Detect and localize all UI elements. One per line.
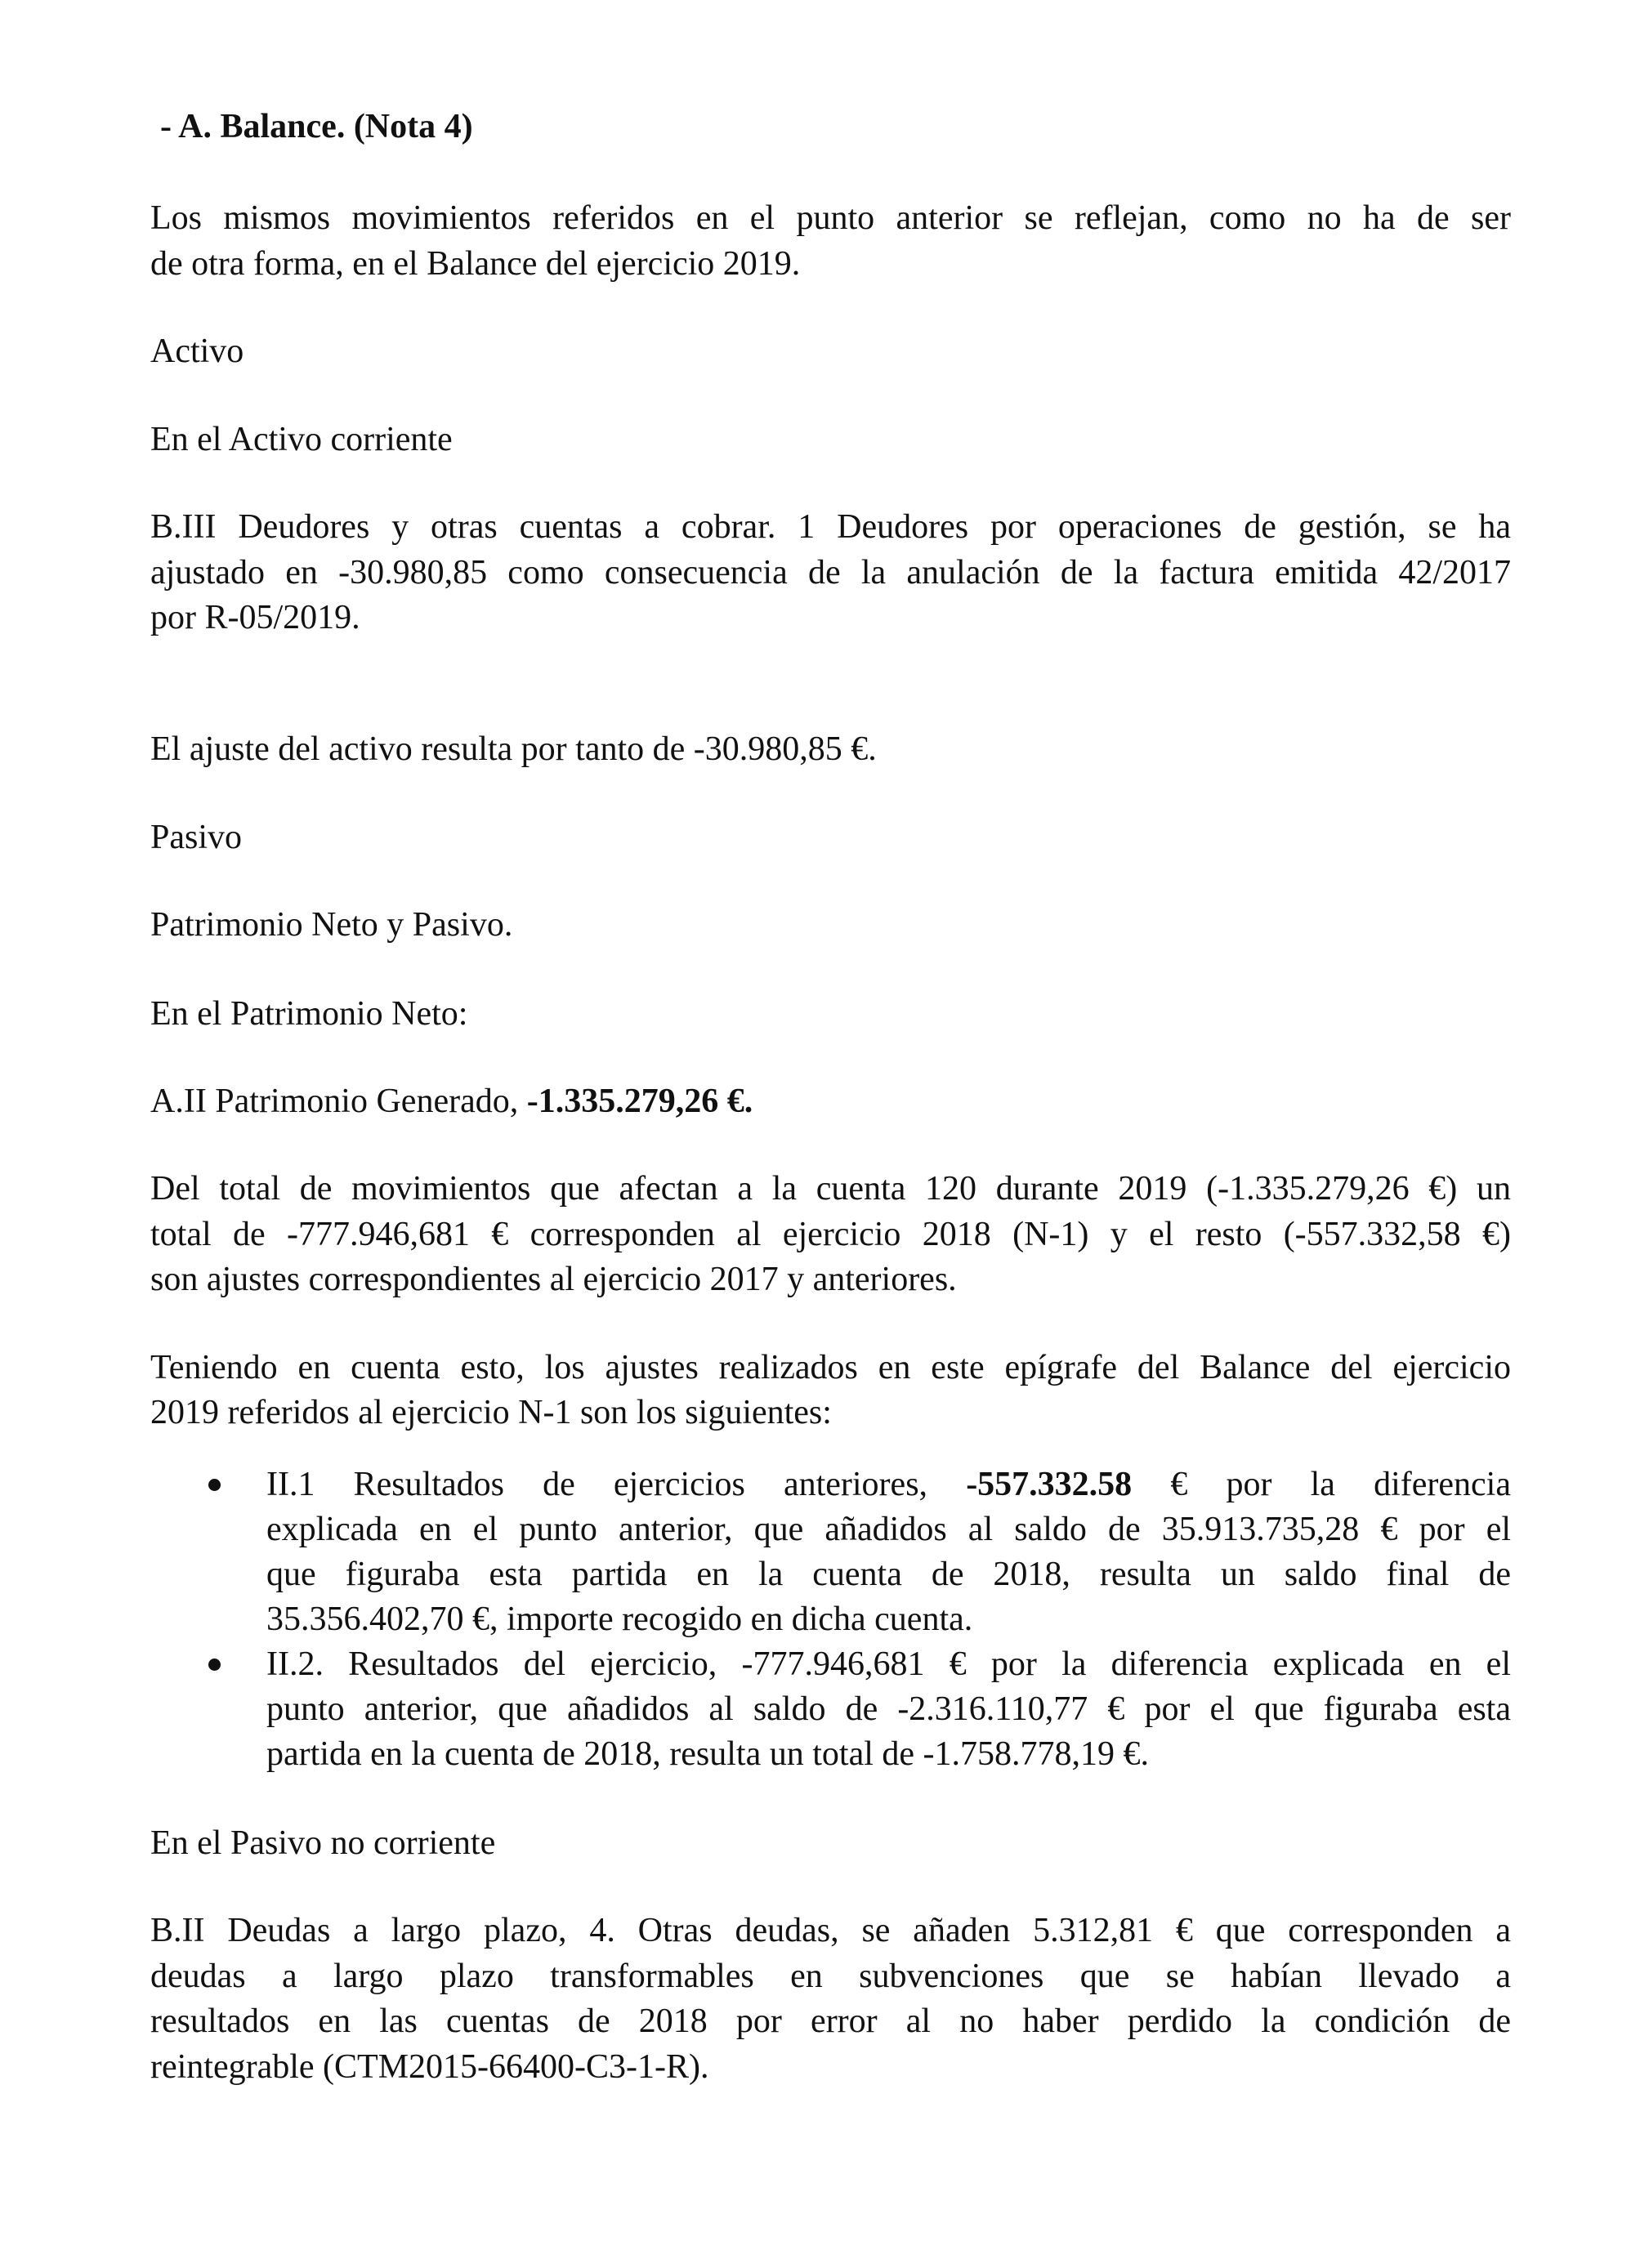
total-movimientos-line-1: Del total de movimientos que afectan a la cuenta 120 durante 2019 (-1.335.279,26 €) un — [150, 1170, 1511, 1208]
bullet-1-line-4: 35.356.402,70 €, importe recogido en dicha cuenta. — [266, 1601, 973, 1638]
aii-value: -1.335.279,26 €. — [526, 1083, 753, 1120]
pasivo-no-corriente-label: En el Pasivo no corriente — [150, 1824, 496, 1862]
bullet-2-line-1: II.2. Resultados del ejercicio, -777.946,681 € por la diferencia explicada en el — [266, 1645, 1511, 1683]
total-movimientos-line-2: total de -777.946,681 € corresponden al ejercicio 2018 (N-1) y el resto (-557.332,58 €) — [150, 1216, 1511, 1253]
bii-line-4: reintegrable (CTM2015-66400-C3-1-R). — [150, 2048, 709, 2086]
bullet-1-line-3: que figuraba esta partida en la cuenta de 2018, resulta un saldo final de — [266, 1556, 1511, 1593]
bullet-icon — [208, 1479, 221, 1491]
intro-line-1: Los mismos movimientos referidos en el punto anterior se reflejan, como no ha de ser — [150, 199, 1511, 237]
bii-line-1: B.II Deudas a largo plazo, 4. Otras deudas, se añaden 5.312,81 € que corresponden a — [150, 1912, 1511, 1949]
bii-line-2: deudas a largo plazo transformables en subvenciones que se habían llevado a — [150, 1958, 1511, 1995]
patrimonio-pasivo-label: Patrimonio Neto y Pasivo. — [150, 906, 513, 944]
ajuste-activo: El ajuste del activo resulta por tanto de -30.980,85 €. — [150, 730, 877, 768]
bii-line-3: resultados en las cuentas de 2018 por error al no haber perdido la condición de — [150, 2002, 1511, 2040]
activo-title: Activo — [150, 333, 244, 370]
bullet-2-line-3: partida en la cuenta de 2018, resulta un total de -1.758.778,19 €. — [266, 1735, 1150, 1773]
section-heading: - A. Balance. (Nota 4) — [160, 108, 473, 145]
teniendo-line-1: Teniendo en cuenta esto, los ajustes realizados en este epígrafe del Balance del ejercicio — [150, 1349, 1511, 1386]
intro-line-2: de otra forma, en el Balance del ejercicio 2019. — [150, 245, 801, 283]
pasivo-title: Pasivo — [150, 819, 243, 856]
bullet-1-line-1 — [266, 1462, 1511, 1507]
biii-line-1: B.III Deudores y otras cuentas a cobrar. 1 Deudores por operaciones de gestión, se ha — [150, 508, 1511, 546]
bullet-1-line-2: explicada en el punto anterior, que añadidos al saldo de 35.913.735,28 € por el — [266, 1511, 1511, 1548]
bullet-icon — [208, 1659, 221, 1671]
activo-corriente-label: En el Activo corriente — [150, 421, 453, 458]
patrimonio-neto-label: En el Patrimonio Neto: — [150, 995, 468, 1033]
teniendo-line-2: 2019 referidos al ejercicio N-1 son los siguientes: — [150, 1394, 832, 1431]
total-movimientos-line-3: son ajustes correspondientes al ejercicio 2017 y anteriores. — [150, 1261, 957, 1298]
bullet-1-bold-value: -557.332.58 — [966, 1466, 1133, 1503]
aii-line — [150, 1079, 1511, 1124]
bullet-1-suffix: € por la diferencia — [1132, 1466, 1511, 1503]
biii-line-2: ajustado en -30.980,85 como consecuencia de la anulación de la factura emitida 42/2017 — [150, 554, 1511, 592]
bullet-1-prefix: II.1 Resultados de ejercicios anteriores, — [266, 1466, 967, 1503]
aii-prefix: A.II Patrimonio Generado, — [150, 1083, 527, 1120]
bullet-2-line-2: punto anterior, que añadidos al saldo de -2.316.110,77 € por el que figuraba esta — [266, 1690, 1511, 1728]
biii-line-3: por R-05/2019. — [150, 599, 360, 636]
